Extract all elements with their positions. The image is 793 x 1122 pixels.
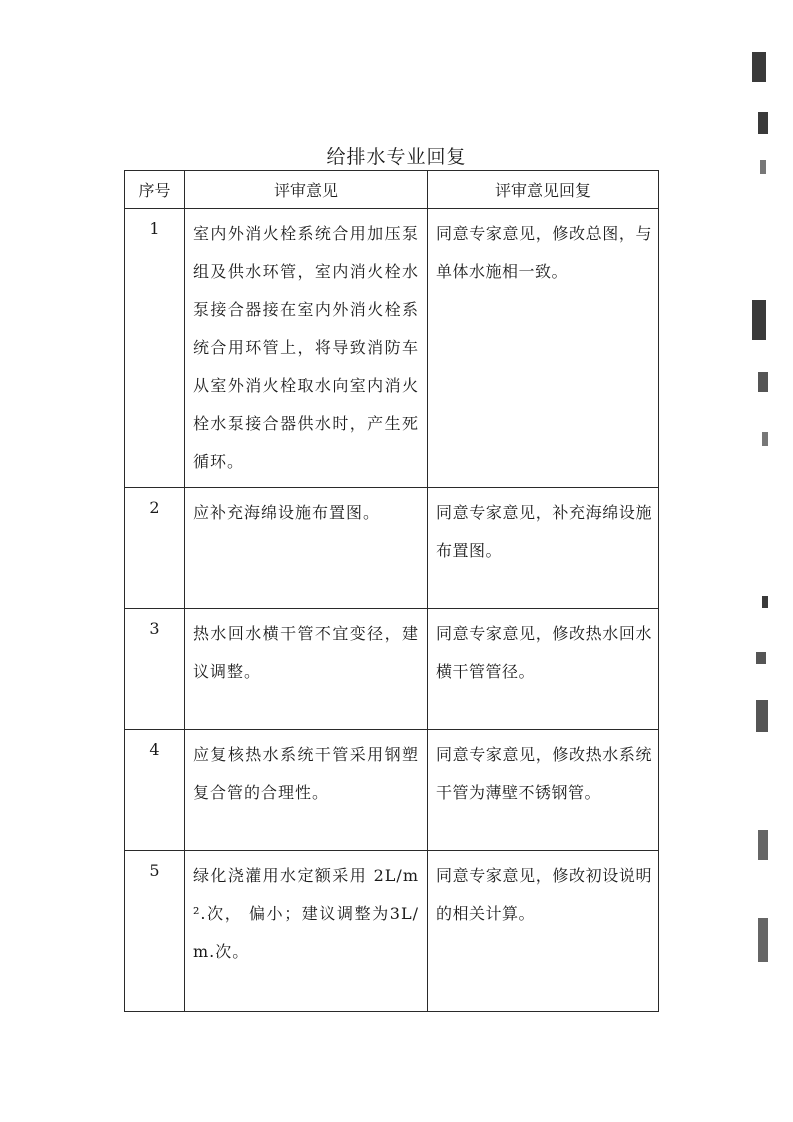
table-header-row <box>125 171 659 209</box>
scan-mark <box>758 830 768 860</box>
table-row <box>125 209 659 488</box>
scan-mark <box>762 596 768 608</box>
row-reply: 同意专家意见，修改热水回水横干管管径。 <box>428 609 659 730</box>
review-table <box>124 170 659 1012</box>
table-row <box>125 609 659 730</box>
table-row <box>125 851 659 1012</box>
scan-mark <box>762 432 768 446</box>
scan-mark <box>756 700 768 732</box>
scan-mark <box>758 372 768 392</box>
row-reply: 同意专家意见，补充海绵设施布置图。 <box>428 488 659 609</box>
row-number: 1 <box>125 209 185 488</box>
scan-mark <box>758 112 768 134</box>
scan-mark <box>760 160 766 174</box>
document-title: 给排水专业回复 <box>326 146 467 168</box>
header-reply: 评审意见回复 <box>428 171 659 209</box>
scan-mark <box>758 918 768 962</box>
row-number: 5 <box>125 851 185 1012</box>
row-opinion: 应补充海绵设施布置图。 <box>185 488 428 609</box>
row-reply: 同意专家意见，修改总图，与单体水施相一致。 <box>428 209 659 488</box>
scan-mark <box>752 52 766 82</box>
row-opinion: 应复核热水系统干管采用钢塑复合管的合理性。 <box>185 730 428 851</box>
table-row <box>125 730 659 851</box>
row-number: 2 <box>125 488 185 609</box>
row-opinion: 热水回水横干管不宜变径，建议调整。 <box>185 609 428 730</box>
row-opinion: 绿化浇灌用水定额采用 2L/m².次， 偏小；建议调整为3L/m.次。 <box>185 851 428 1012</box>
row-reply: 同意专家意见，修改初设说明的相关计算。 <box>428 851 659 1012</box>
row-reply: 同意专家意见，修改热水系统干管为薄壁不锈钢管。 <box>428 730 659 851</box>
scan-mark <box>752 300 766 340</box>
row-opinion: 室内外消火栓系统合用加压泵组及供水环管，室内消火栓水泵接合器接在室内外消火栓系统合用环管上，将导致消防车从室外消火栓取水向室内消火栓水泵接合器供水时，产生死循环。 <box>185 209 428 488</box>
header-number: 序号 <box>125 171 185 209</box>
row-number: 3 <box>125 609 185 730</box>
scan-mark <box>756 652 766 664</box>
row-number: 4 <box>125 730 185 851</box>
table-row <box>125 488 659 609</box>
header-opinion: 评审意见 <box>185 171 428 209</box>
